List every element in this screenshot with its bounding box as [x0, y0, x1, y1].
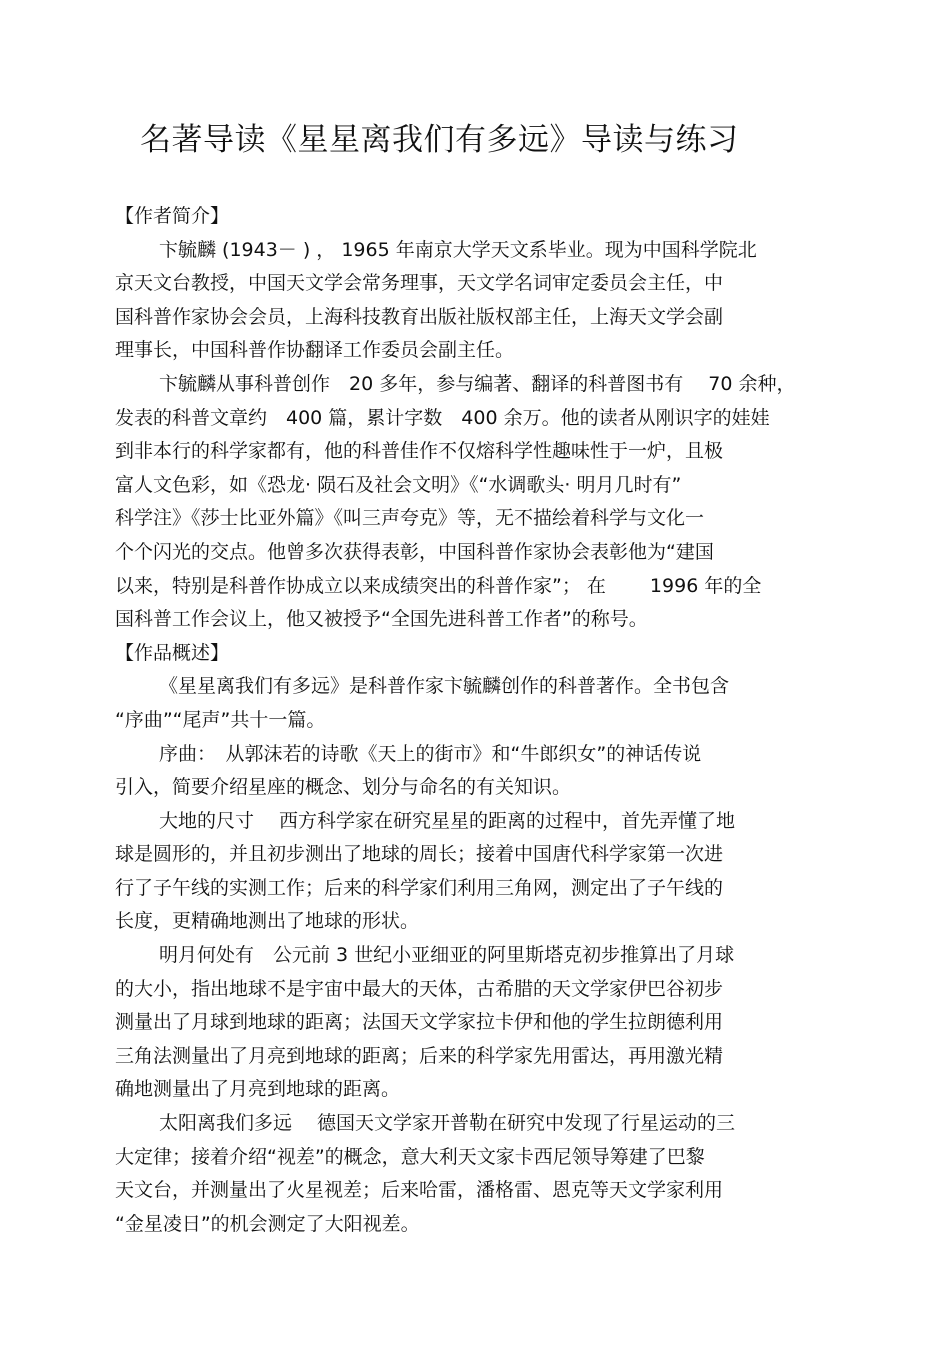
text-line: 长度，更精确地测出了地球的形状。: [115, 910, 420, 933]
text-line: 确地测量出了月亮到地球的距离。: [115, 1078, 401, 1101]
text-line: 科学注》《莎士比亚外篇》《叫三声夸克》等，无不描绘着科学与文化一: [115, 507, 705, 530]
text-line: 发表的科普文章约 400 篇，累计字数 400 余万。他的读者从刚识字的娃娃: [115, 406, 770, 429]
text-line: 天文台，并测量出了火星视差；后来哈雷，潘格雷、恩克等天文学家利用: [115, 1179, 724, 1202]
text-line: 大地的尺寸 西方科学家在研究星星的距离的过程中，首先弄懂了地: [159, 809, 736, 832]
text-line: “金星凌日”的机会测定了大阳视差。: [115, 1212, 420, 1235]
text-line: 个个闪光的交点。他曾多次获得表彰，中国科普作家协会表彰他为“建国: [115, 540, 714, 563]
text-line: 的大小，指出地球不是宇宙中最大的天体，古希腊的天文学家伊巴谷初步: [115, 977, 724, 1000]
text-line: 富人文色彩，如《恐龙· 陨石及社会文明》《“水调歌头· 明月几时有”: [115, 473, 682, 496]
text-line: 国科普作家协会会员，上海科技教育出版社版权部主任，上海天文学会副: [115, 305, 724, 328]
text-line: 行了子午线的实测工作；后来的科学家们利用三角网，测定出了子午线的: [115, 876, 724, 899]
text-line: 理事长，中国科普作协翻译工作委员会副主任。: [115, 339, 515, 362]
text-line: 引入，简要介绍星座的概念、划分与命名的有关知识。: [115, 776, 572, 799]
text-line: 球是圆形的，并且初步测出了地球的周长；接着中国唐代科学家第一次进: [115, 843, 724, 866]
text-line: 到非本行的科学家都有，他的科普佳作不仅熔科学性趣味性于一炉，且极: [115, 440, 724, 463]
text-line: 《星星离我们有多远》是科普作家卞毓麟创作的科普著作。全书包含: [159, 675, 730, 698]
text-line: 【作者简介】: [115, 205, 230, 227]
text-line: 测量出了月球到地球的距离；法国天文学家拉卡伊和他的学生拉朗德利用: [115, 1011, 724, 1034]
text-line: 大定律；接着介绍“视差”的概念，意大利天文家卡西尼领导筹建了巴黎: [115, 1145, 705, 1168]
text-line: 【作品概述】: [115, 641, 230, 664]
text-line: 国科普工作会议上，他又被授予“全国先进科普工作者”的称号。: [115, 608, 648, 631]
text-line: 卞毓麟从事科普创作 20 多年，参与编著、翻译的科普图书有 70 余种，: [159, 372, 796, 395]
document-title: 名著导读《星星离我们有多远》导读与练习: [140, 122, 739, 158]
text-line: 以来，特别是科普作协成立以来成绩突出的科普作家”； 在 1996 年的全: [115, 574, 762, 597]
text-line: 太阳离我们多远 德国天文学家开普勒在研究中发现了行星运动的三: [159, 1112, 736, 1135]
text-line: 京天文台教授，中国天文学会常务理事，天文学名词审定委员会主任，中: [115, 272, 724, 295]
document-body: [115, 200, 855, 1241]
text-line: 序曲： 从郭沫若的诗歌《天上的街市》和“牛郎织女”的神话传说: [159, 742, 702, 765]
text-line: “序曲”“尾声”共十一篇。: [115, 708, 326, 731]
text-line: 明月何处有 公元前 3 世纪小亚细亚的阿里斯塔克初步推算出了月球: [159, 944, 735, 967]
text-line: 三角法测量出了月亮到地球的距离；后来的科学家先用雷达，再用激光精: [115, 1044, 724, 1067]
text-line: 卞毓麟 (1943－ ) ， 1965 年南京大学天文系毕业。现为中国科学院北: [159, 238, 757, 261]
